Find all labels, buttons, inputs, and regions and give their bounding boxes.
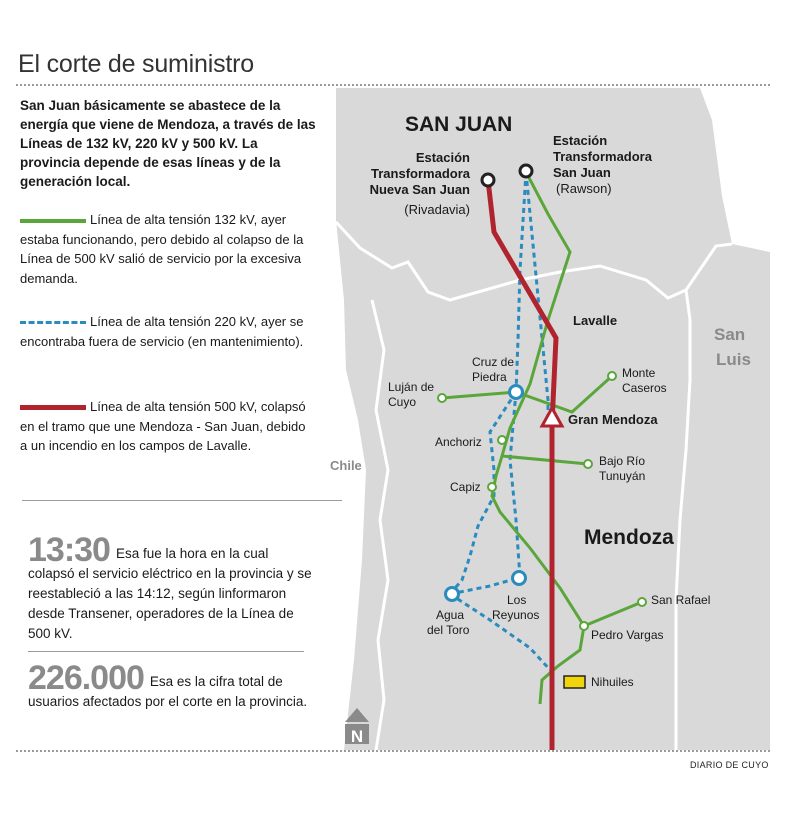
intro-text: San Juan básicamente se abastece de la energía que viene de Mendoza, a través de las Líneas de 132 kV, 220 kV y 500 kV. La provincia depende de esas líneas y de la generación local.: [20, 98, 316, 189]
san-rafael-node: [638, 598, 646, 606]
green-line-swatch: [20, 219, 86, 223]
sj-label-4: (Rawson): [556, 181, 612, 196]
capiz-label: Capiz: [450, 480, 481, 494]
region-san-luis-1: San: [714, 325, 746, 344]
reyunos-label-1: Los: [507, 593, 527, 607]
stat-users: [28, 659, 318, 712]
cruz-label-2: Piedra: [472, 370, 507, 384]
blue-dotted-line-swatch: [20, 321, 86, 324]
bajo-rio-tunuyan-node: [584, 460, 592, 468]
region-mendoza: Mendoza: [584, 526, 674, 549]
monte-label-1: Monte: [622, 366, 656, 380]
nueva-sj-label-4: (Rivadavia): [404, 202, 470, 217]
monte-caseros-node: [608, 372, 616, 380]
power-grid-map: [322, 88, 772, 752]
pedro-vargas-label: Pedro Vargas: [591, 628, 664, 642]
legend-220kv-text: tensión 220 kV, ayer se encontraba fuera de servicio (en mantenimiento).: [20, 314, 304, 349]
san-rafael-label: San Rafael: [651, 593, 711, 607]
legend-500kv: [20, 397, 310, 456]
lujan-label-2: Cuyo: [388, 395, 417, 409]
stat-users-number: 226.000: [28, 659, 144, 697]
legend-divider: [22, 500, 342, 501]
stat-time-text: Esa fue la hora en la cual colapsó el servicio eléctrico en la provincia y se reestableció a las 14:12, según linformaron desde Transener, operadores de la Línea de 500 kV.: [28, 546, 312, 641]
san-juan-station-node: [520, 165, 532, 177]
nueva-sj-label-2: Transformadora: [371, 166, 470, 181]
legend-132kv-text: ayer estaba funcionando, pero debido al colapso de la Línea de 500 kV salió de servicio por la excesiva demanda.: [20, 212, 304, 286]
stat-time: [28, 531, 318, 644]
lavalle-label: Lavalle: [573, 313, 618, 328]
bajo-label-1: Bajo Río: [599, 454, 646, 468]
legend-220kv-line: Línea de alta: [90, 314, 166, 329]
nihuiles-square-icon: [564, 676, 585, 688]
reyunos-label-2: Reyunos: [492, 608, 540, 622]
monte-label-2: Caseros: [622, 381, 667, 395]
page-title: El corte de suministro: [18, 50, 254, 78]
anchoriz-node: [498, 436, 506, 444]
region-chile: Chile: [330, 458, 362, 473]
bajo-label-2: Tunuyán: [599, 469, 646, 483]
region-san-juan: SAN JUAN: [405, 113, 513, 136]
stat-time-number: 13:30: [28, 531, 110, 569]
stat-divider: [28, 651, 304, 652]
nueva-san-juan-station-node: [482, 174, 494, 186]
nueva-sj-label-3: Nueva San Juan: [369, 182, 470, 197]
top-divider: [16, 84, 770, 86]
nihuiles-label: Nihuiles: [591, 675, 634, 689]
credit: DIARIO DE CUYO: [690, 760, 769, 770]
cruz-de-piedra-node: [510, 386, 523, 399]
north-label: N: [350, 727, 364, 746]
sj-label-1: Estación: [553, 133, 608, 148]
region-san-luis-2: Luis: [716, 350, 751, 369]
pedro-vargas-node: [580, 622, 588, 630]
capiz-node: [488, 483, 496, 491]
legend-500kv-line: Línea de alta: [90, 399, 166, 414]
agua-label-1: Agua: [436, 608, 465, 622]
cruz-label-1: Cruz de: [472, 355, 515, 369]
red-line-swatch: [20, 405, 86, 410]
sj-label-2: Transformadora: [553, 149, 652, 164]
stat-users-text: Esa es la cifra total de usuarios afectados por el corte en la provincia.: [28, 674, 308, 709]
agua-label-2: del Toro: [427, 623, 470, 637]
agua-del-toro-node: [446, 588, 459, 601]
legend-132kv: [20, 210, 310, 288]
lujan-label-1: Luján de: [388, 380, 435, 394]
gran-mendoza-label: Gran Mendoza: [568, 412, 658, 427]
legend-132kv-line: Línea de alta tensión 132 kV,: [90, 212, 258, 227]
anchoriz-label: Anchoriz: [435, 435, 482, 449]
lujan-de-cuyo-node: [438, 394, 446, 402]
legend-220kv: [20, 312, 310, 351]
sj-label-3: San Juan: [553, 165, 611, 180]
los-reyunos-node: [513, 572, 526, 585]
nueva-sj-label-1: Estación: [415, 150, 470, 165]
legend-500kv-text: tensión 500 kV, colapsó en el tramo que une Mendoza - San Juan, debido a un incendio en los campos de Lavalle.: [20, 399, 306, 453]
